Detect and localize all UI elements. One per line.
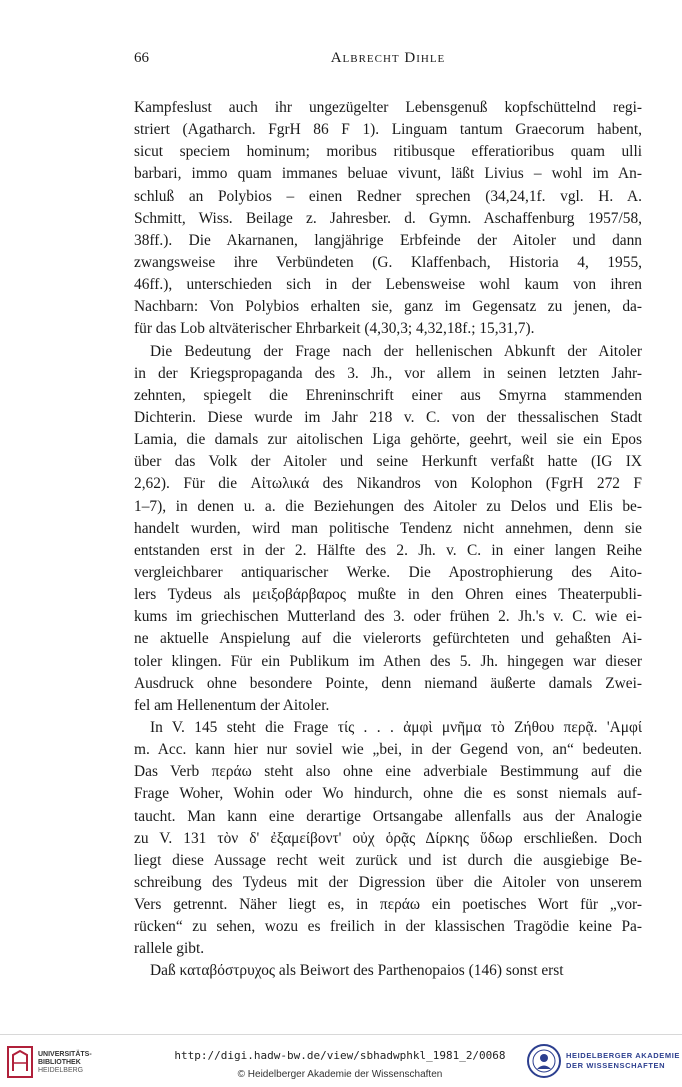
running-head [134, 50, 642, 74]
running-author: Albrecht Dihle [330, 50, 446, 66]
library-name-line2: BIBLIOTHEK [38, 1059, 81, 1066]
text-line: striert (Agatharch. FgrH 86 F 1). Linguam tantum Graecorum habent, [134, 121, 642, 139]
text-line: zu V. 131 τὸν δ' ἐξαμείβοντ' οὐχ ὁρᾷς Δίρκης ὕδωρ erschließen. Doch [134, 829, 642, 847]
academy-logo[interactable] [526, 1043, 680, 1083]
text-line: Die Bedeutung der Frage nach der hellenischen Abkunft der Aitoler [150, 342, 642, 360]
academy-name-line1: HEIDELBERGER AKADEMIE [566, 1051, 680, 1060]
text-line: lers Tydeus als μειξοβάρβαρος mußte in den Ohren eines Theaterpubli- [134, 586, 642, 604]
library-name-line1: UNIVERSITÄTS- [38, 1051, 92, 1058]
text-line: 46ff.), unterschieden sich in der Lebensweise wohl kaum von ihren [134, 276, 642, 294]
text-line: m. Acc. kann hier nur soviel wie „bei, in der Gegend von, an“ bedeuten. [134, 741, 642, 759]
footer [0, 1034, 682, 1087]
text-line: schluß an Polybios – einen Redner sprechen (34,24,1f. vgl. H. A. [134, 187, 642, 205]
permalink-url[interactable]: http://digi.hadw-bw.de/view/sbhadwphkl_1981_2/0068 [174, 1049, 506, 1062]
body-text [134, 97, 642, 983]
text-line: Kampfeslust auch ihr ungezügelter Lebensgenuß kopfschüttelnd regi- [134, 99, 642, 116]
text-line: 2,62). Für die Αἰτωλικά des Nikandros von Kolophon (FgrH 272 F [134, 475, 642, 493]
text-line: In V. 145 steht die Frage τίς . . . ἀμφὶ μνῆμα τὸ Ζήθου περᾷ. 'Αμφί [150, 718, 642, 736]
text-line: Daß καταβόστρυχος als Beiwort des Parthenopaios (146) sonst erst [150, 962, 564, 980]
text-line: schreibung des Tydeus mit der Digression über die Aitoler von unserem [134, 873, 642, 891]
copyright-notice: © Heidelberger Akademie der Wissenschaften [237, 1069, 443, 1080]
text-line: liegt diese Aussage recht weit zurück und ist durch die ausgiebige Be- [134, 851, 642, 869]
text-line: Lamia, die damals zur aitolischen Liga gehörte, geehrt, weil sie ein Epos [134, 431, 642, 449]
text-line: Frage Woher, Wohin oder Wo hindurch, ohne die es sonst niemals auf- [134, 785, 642, 803]
academy-name [566, 1051, 680, 1071]
text-line: Vers getrennt. Näher liegt es, in περάω ein poetisches Wort für „vor- [134, 896, 642, 914]
text-line: zehnten, spiegelt die Ehreninschrift einer aus Smyrna stammenden [134, 386, 642, 404]
library-name [38, 1051, 92, 1075]
library-emblem-icon [6, 1045, 34, 1079]
text-line: in der Kriegspropaganda des 3. Jh., vor allem in seinen letzten Jahr- [134, 364, 642, 382]
text-line: handelt wurden, wird man politische Tendenz nicht annehmen, denn sie [134, 519, 642, 537]
text-line: rücken“ zu sehen, wozu es freilich in der klassischen Tragödie keine Pa- [134, 918, 642, 936]
text-line: taucht. Man kann eine derartige Ortsangabe allenfalls aus der Analogie [134, 807, 642, 825]
text-line: für das Lob altväterischer Ehrbarkeit (4,30,3; 4,32,18f.; 15,31,7). [134, 320, 535, 338]
text-line: toler klingen. Für ein Publikum im Athen des 5. Jh. hingegen war dieser [134, 652, 642, 670]
university-library-logo[interactable] [6, 1045, 136, 1081]
text-line: barbari, immo quam immanes beluae vivunt, läßt Livius – wohl im An- [134, 165, 642, 183]
text-line: ne aktuelle Anspielung auf die vielerorts gefürchteten und gehaßten Ai- [134, 630, 642, 648]
page-number: 66 [134, 50, 149, 66]
text-line: Schmitt, Wiss. Beilage z. Jahresber. d. Gymn. Aschaffenburg 1957/58, [134, 209, 642, 227]
text-line: Ausdruck ohne besondere Pointe, denn niemand äußerte damals Zwei- [134, 674, 642, 692]
library-city: HEIDELBERG [38, 1067, 84, 1074]
text-line: sicut speciem hominum; moribus ritibusque efferatioribus quam ulli [134, 143, 642, 161]
academy-name-line2: DER WISSENSCHAFTEN [566, 1061, 666, 1070]
text-line: 1–7), in denen u. a. die Beziehungen des Aitoler zu Delos und Elis be- [134, 497, 642, 515]
text-line: kums im griechischen Mutterland des 3. oder frühen 2. Jh.'s v. C. wie ei- [134, 608, 642, 626]
text-line: Nachbarn: Von Polybios erhalten sie, ganz im Gegensatz zu jenen, da- [134, 298, 642, 316]
text-line: über das Volk der Aitoler und seine Herkunft verfaßt hatte (IG IX [134, 453, 642, 471]
text-line: zwangsweise ihre Verbündeten (G. Klaffenbach, Historia 4, 1955, [134, 253, 642, 271]
text-line: Dichterin. Diese wurde im Jahr 218 v. C. von der thessalischen Stadt [134, 408, 642, 426]
text-line: fel am Hellenentum der Aitoler. [134, 696, 330, 714]
academy-seal-icon [526, 1043, 562, 1079]
text-line: rallele gibt. [134, 940, 205, 958]
text-line: 38ff.). Die Akarnanen, langjährige Erbfeinde der Aitoler und dann [134, 231, 642, 249]
text-line: vergleichbarer antiquarischer Werke. Die Apostrophierung des Aito- [134, 563, 642, 581]
text-line: entstanden erst in der 2. Hälfte des 2. Jh. v. C. in einer langen Reihe [134, 541, 642, 559]
text-line: Das Verb περάω steht also ohne eine adverbiale Bestimmung auf die [134, 763, 642, 781]
